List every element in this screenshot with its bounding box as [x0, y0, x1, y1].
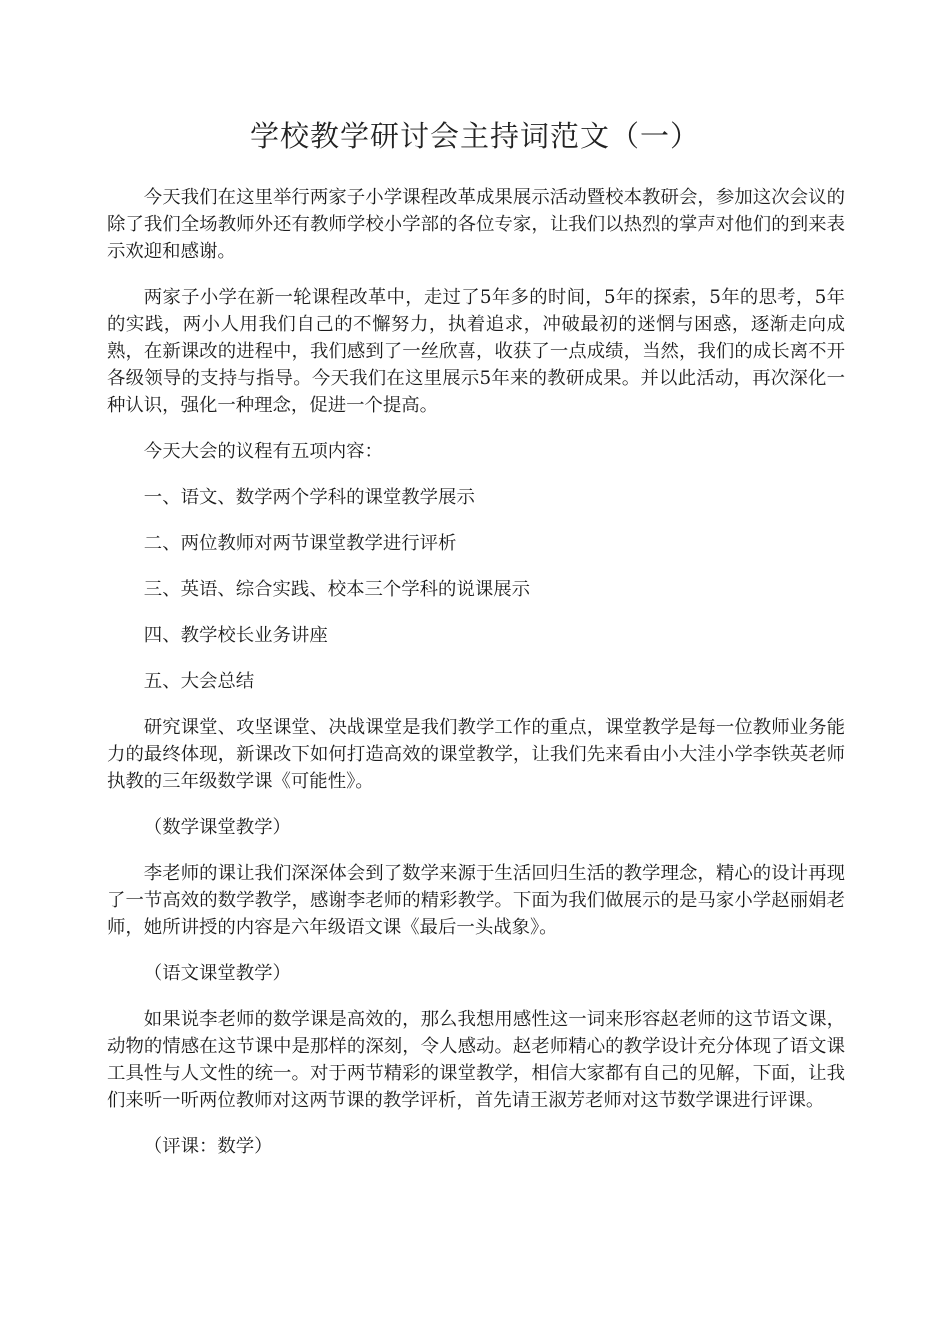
agenda-item-3: 三、英语、综合实践、校本三个学科的说课展示	[143, 579, 531, 600]
paragraph-agenda-intro: 今天大会的议程有五项内容：	[143, 441, 383, 462]
agenda-item-2: 二、两位教师对两节课堂教学进行评析	[143, 533, 457, 554]
stage-note-math-lesson: （数学课堂教学）	[143, 817, 291, 838]
paragraph-chinese-intro: 李老师的课让我们深深体会到了数学来源于生活回归生活的教学理念，精心的设计再现了一节高效的数学教学，感谢李老师的精彩教学。下面为我们做展示的是马家小学赵丽娟老师，她所讲授的内容是六年级语文课《最后一头战象》。	[107, 863, 845, 938]
paragraph-history: 两家子小学在新一轮课程改革中，走过了5年多的时间，5年的探索，5年的思考，5年的实践，两小人用我们自己的不懈努力，执着追求，冲破最初的迷惘与困惑，逐渐走向成熟，在新课改的进程中，我们感到了一丝欣喜，收获了一点成绩，当然，我们的成长离不开各级领导的支持与指导。今天我们在这里展示5年来的教研成果。并以此活动，再次深化一种认识，强化一种理念，促进一个提高。	[107, 287, 845, 416]
agenda-item-1: 一、语文、数学两个学科的课堂教学展示	[143, 487, 475, 508]
paragraph-review-intro: 如果说李老师的数学课是高效的，那么我想用感性这一词来形容赵老师的这节语文课，动物的情感在这节课中是那样的深刻，令人感动。赵老师精心的教学设计充分体现了语文课工具性与人文性的统一。对于两节精彩的课堂教学，相信大家都有自己的见解，下面，让我们来听一听两位教师对这两节课的教学评析，首先请王淑芳老师对这节数学课进行评课。	[107, 1009, 845, 1111]
stage-note-chinese-lesson: （语文课堂教学）	[143, 963, 291, 984]
document-body	[107, 184, 845, 1179]
document-title: 学校教学研讨会主持词范文（一）	[249, 119, 700, 153]
stage-note-math-review: （评课：数学）	[143, 1136, 273, 1157]
paragraph-opening: 今天我们在这里举行两家子小学课程改革成果展示活动暨校本教研会，参加这次会议的除了我们全场教师外还有教师学校小学部的各位专家，让我们以热烈的掌声对他们的到来表示欢迎和感谢。	[107, 187, 845, 262]
paragraph-math-intro: 研究课堂、攻坚课堂、决战课堂是我们教学工作的重点，课堂教学是每一位教师业务能力的最终体现，新课改下如何打造高效的课堂教学，让我们先来看由小大洼小学李铁英老师执教的三年级数学课《可能性》。	[107, 717, 845, 792]
agenda-item-4: 四、教学校长业务讲座	[143, 625, 328, 646]
agenda-item-5: 五、大会总结	[143, 671, 255, 692]
